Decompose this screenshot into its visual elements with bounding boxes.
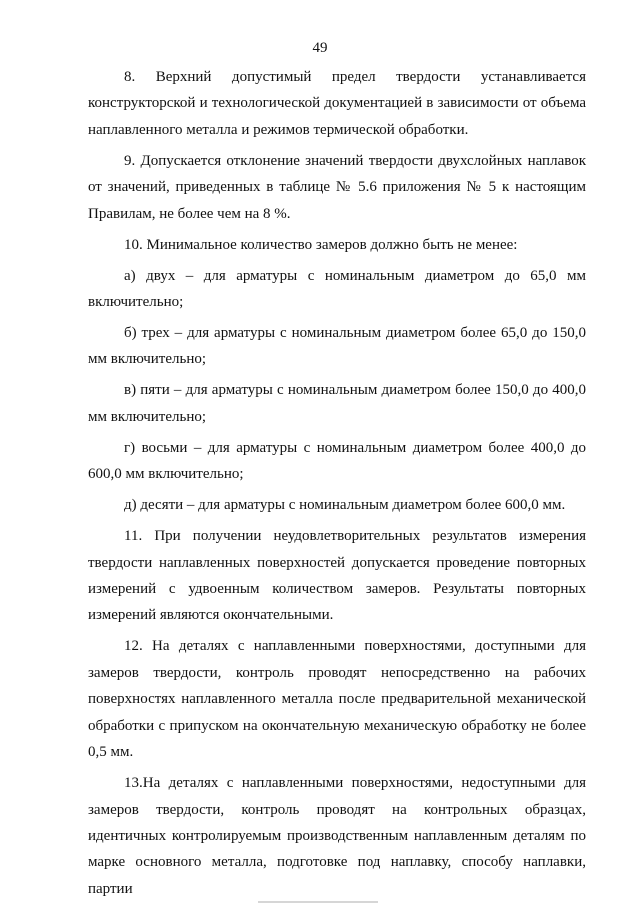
paragraph-8: 8. Верхний допустимый предел твердости устанавливается конструкторской и технологической документацией в зависимости от объема наплавленного металла и режимов термической обработки.: [88, 69, 586, 138]
page-number: 49: [312, 40, 328, 56]
paragraph-10: 10. Минимальное количество замеров должно быть не менее:: [124, 236, 518, 253]
list-item-v: в) пяти – для арматуры с номинальным диаметром более 150,0 до 400,0 мм включительно;: [88, 382, 586, 425]
list-item-d: д) десяти – для арматуры с номинальным диаметром более 600,0 мм.: [124, 497, 566, 514]
paragraph-9: 9. Допускается отклонение значений твердости двухслойных наплавок от значений, приведенных в таблице № 5.6 приложения № 5 к настоящим Правилам, не более чем на 8 %.: [88, 152, 586, 222]
list-item-g: г) восьми – для арматуры с номинальным диаметром более 400,0 до 600,0 мм включительно;: [88, 439, 586, 483]
list-item-a: а) двух – для арматуры с номинальным диаметром до 65,0 мм включительно;: [88, 267, 586, 311]
document-body: [88, 64, 586, 907]
scan-edge-mark: [258, 901, 378, 903]
paragraph-13: 13.На деталях с наплавленными поверхностями, недоступными для замеров твердости, контроль проводят на контрольных образцах, идентичных контролируемым производственным наплавленным деталям по марке основного металла, подготовке под наплавку, способу наплавки, партии: [88, 775, 586, 897]
list-item-b: б) трех – для арматуры с номинальным диаметром более 65,0 до 150,0 мм включительно;: [88, 325, 586, 368]
paragraph-12: 12. На деталях с наплавленными поверхностями, доступными для замеров твердости, контроль проводят непосредственно на рабочих поверхностях наплавленного металла после предварительной механической обработки с припуском на окончательную механическую обработку не более 0,5 мм.: [88, 638, 586, 761]
paragraph-11: 11. При получении неудовлетворительных результатов измерения твердости наплавленных поверхностей допускается проведение повторных измерений с удвоенным количеством замеров. Результаты повторных измерений являются окончательными.: [88, 528, 586, 624]
